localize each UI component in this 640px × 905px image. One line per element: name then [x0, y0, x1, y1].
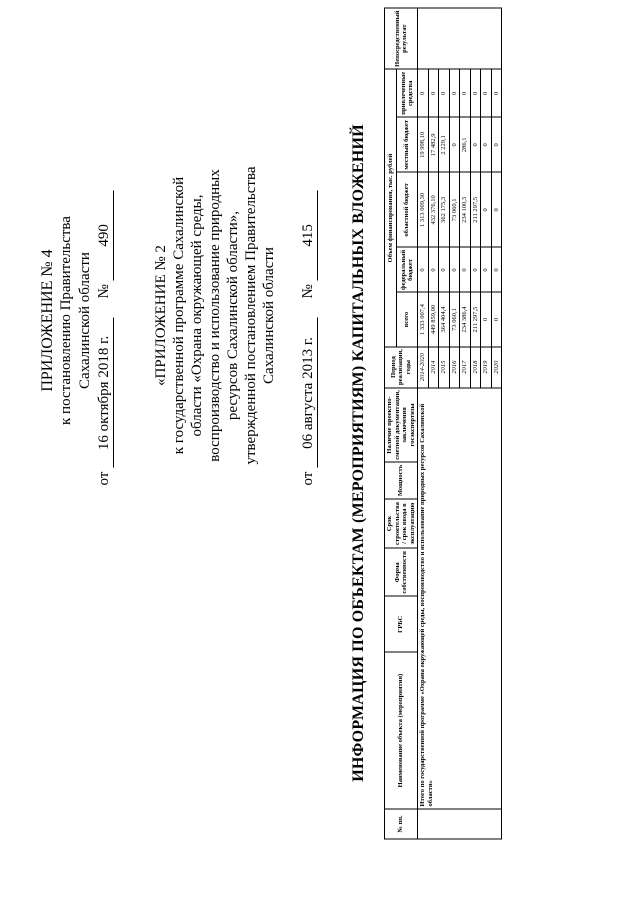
cell-regional: 1 313 009,30 — [418, 172, 429, 247]
appendix-date: 16 октября 2018 г. — [96, 317, 114, 467]
cell-period: 2014 — [428, 346, 439, 387]
col-finance-group-header: Объем финансирования, тыс. рублей — [385, 69, 397, 346]
cell-period: 2020 — [491, 346, 502, 387]
appendix-header — [38, 155, 95, 485]
cell-other: 0 — [460, 69, 471, 117]
main-title: ИНФОРМАЦИЯ ПО ОБЪЕКТАМ (МЕРОПРИЯТИЯМ) КАПИТАЛЬНЫХ ВЛОЖЕНИЙ — [350, 123, 367, 782]
col-local-header: местный бюджет — [397, 117, 418, 172]
original-line5: утвержденной постановлением Правительства — [243, 165, 259, 465]
col-name-header: Наименование объекта (мероприятия) — [385, 652, 418, 809]
original-date: 06 августа 2013 г. — [300, 317, 318, 467]
cell-period: 2015 — [439, 346, 450, 387]
cell-local: 0 — [449, 117, 460, 172]
original-from-label: от — [300, 471, 316, 485]
cell-federal: 0 — [428, 247, 439, 292]
cell-regional: 211 297,5 — [470, 172, 481, 247]
cell-regional: 432 376,10 — [428, 172, 439, 247]
cell-federal: 0 — [449, 247, 460, 292]
original-num-label: № — [300, 283, 316, 298]
cell-other: 0 — [491, 69, 502, 117]
cell-period: 2019 — [481, 346, 492, 387]
cell-local: 19 998,10 — [418, 117, 429, 172]
cell-local: 17 482,9 — [428, 117, 439, 172]
table-row — [418, 8, 429, 839]
cell-regional: 234 100,3 — [460, 172, 471, 247]
col-term-header: Срок строительства / срок ввода в эксплуатацию — [385, 498, 418, 548]
col-capacity-header: Мощность — [385, 462, 418, 498]
cell-regional: 0 — [481, 172, 492, 247]
original-number: 415 — [300, 190, 318, 280]
cell-federal: 0 — [491, 247, 502, 292]
col-other-header: привлеченные средства — [397, 69, 418, 117]
col-regional-header: областной бюджет — [397, 172, 418, 247]
col-total-header: всего — [397, 292, 418, 346]
cell-result — [418, 8, 502, 69]
cell-total: 449 859,00 — [428, 292, 439, 346]
cell-federal: 0 — [439, 247, 450, 292]
col-grbs-header: ГРБС — [385, 596, 418, 652]
col-federal-header: федеральный бюджет — [397, 247, 418, 292]
original-date-row — [300, 155, 318, 485]
cell-period: 2014-2020 — [418, 346, 429, 387]
cell-federal: 0 — [460, 247, 471, 292]
original-title: «ПРИЛОЖЕНИЕ № 2 — [153, 244, 169, 386]
col-docs-header: Наличие проектно-сметной документации, заключения госэкспертизы — [385, 387, 418, 462]
appendix-line2: Сахалинской области — [77, 251, 93, 389]
col-num-header: № пп. — [385, 808, 418, 838]
cell-local: 0 — [481, 117, 492, 172]
cell-federal: 0 — [418, 247, 429, 292]
appendix-number: 490 — [96, 190, 114, 280]
cell-total: 73 060,1 — [449, 292, 460, 346]
cell-other: 0 — [449, 69, 460, 117]
cell-period: 2018 — [470, 346, 481, 387]
cell-total: 234 386,4 — [460, 292, 471, 346]
appendix-title: ПРИЛОЖЕНИЕ № 4 — [39, 248, 56, 392]
original-line4: ресурсов Сахалинской области», — [225, 210, 241, 420]
cell-total: 1 333 007,4 — [418, 292, 429, 346]
cell-regional: 362 175,3 — [439, 172, 450, 247]
original-header — [152, 135, 278, 495]
appendix-line1: к постановлению Правительства — [58, 215, 74, 425]
original-line2: области «Охрана окружающей среды, — [189, 194, 205, 436]
cell-local: 286,1 — [460, 117, 471, 172]
cell-regional: 73 060,1 — [449, 172, 460, 247]
cell-total: 211 297,5 — [470, 292, 481, 346]
cell-total: 0 — [481, 292, 492, 346]
cell-local: 0 — [491, 117, 502, 172]
cell-other: 0 — [418, 69, 429, 117]
cell-regional: 0 — [491, 172, 502, 247]
original-line3: воспроизводство и использование природных — [207, 168, 223, 462]
total-label: Итого по государственной программе «Охрана окружающей среды, воспроизводство и использование природных ресурсов Сахалинской области» — [418, 387, 502, 808]
cell-federal: 0 — [470, 247, 481, 292]
col-period-header: Период реализации, годы — [385, 346, 418, 387]
cell-local: 0 — [470, 117, 481, 172]
cell-num — [418, 808, 502, 838]
table-header-row — [385, 8, 397, 839]
col-result-header: Непосредственный результат — [385, 8, 418, 69]
original-line6: Сахалинской области — [261, 246, 277, 384]
cell-total: 0 — [491, 292, 502, 346]
cell-other: 0 — [428, 69, 439, 117]
cell-total: 364 404,4 — [439, 292, 450, 346]
col-ownership-header: Форма собственности — [385, 548, 418, 596]
cell-period: 2016 — [449, 346, 460, 387]
original-line1: к государственной программе Сахалинской — [171, 176, 187, 454]
capital-investments-table — [384, 7, 502, 839]
cell-other: 0 — [481, 69, 492, 117]
appendix-num-label: № — [96, 283, 112, 298]
appendix-from-label: от — [96, 471, 112, 485]
cell-federal: 0 — [481, 247, 492, 292]
cell-other: 0 — [439, 69, 450, 117]
cell-period: 2017 — [460, 346, 471, 387]
appendix-date-row — [96, 155, 114, 485]
cell-local: 2 229,1 — [439, 117, 450, 172]
cell-other: 0 — [470, 69, 481, 117]
